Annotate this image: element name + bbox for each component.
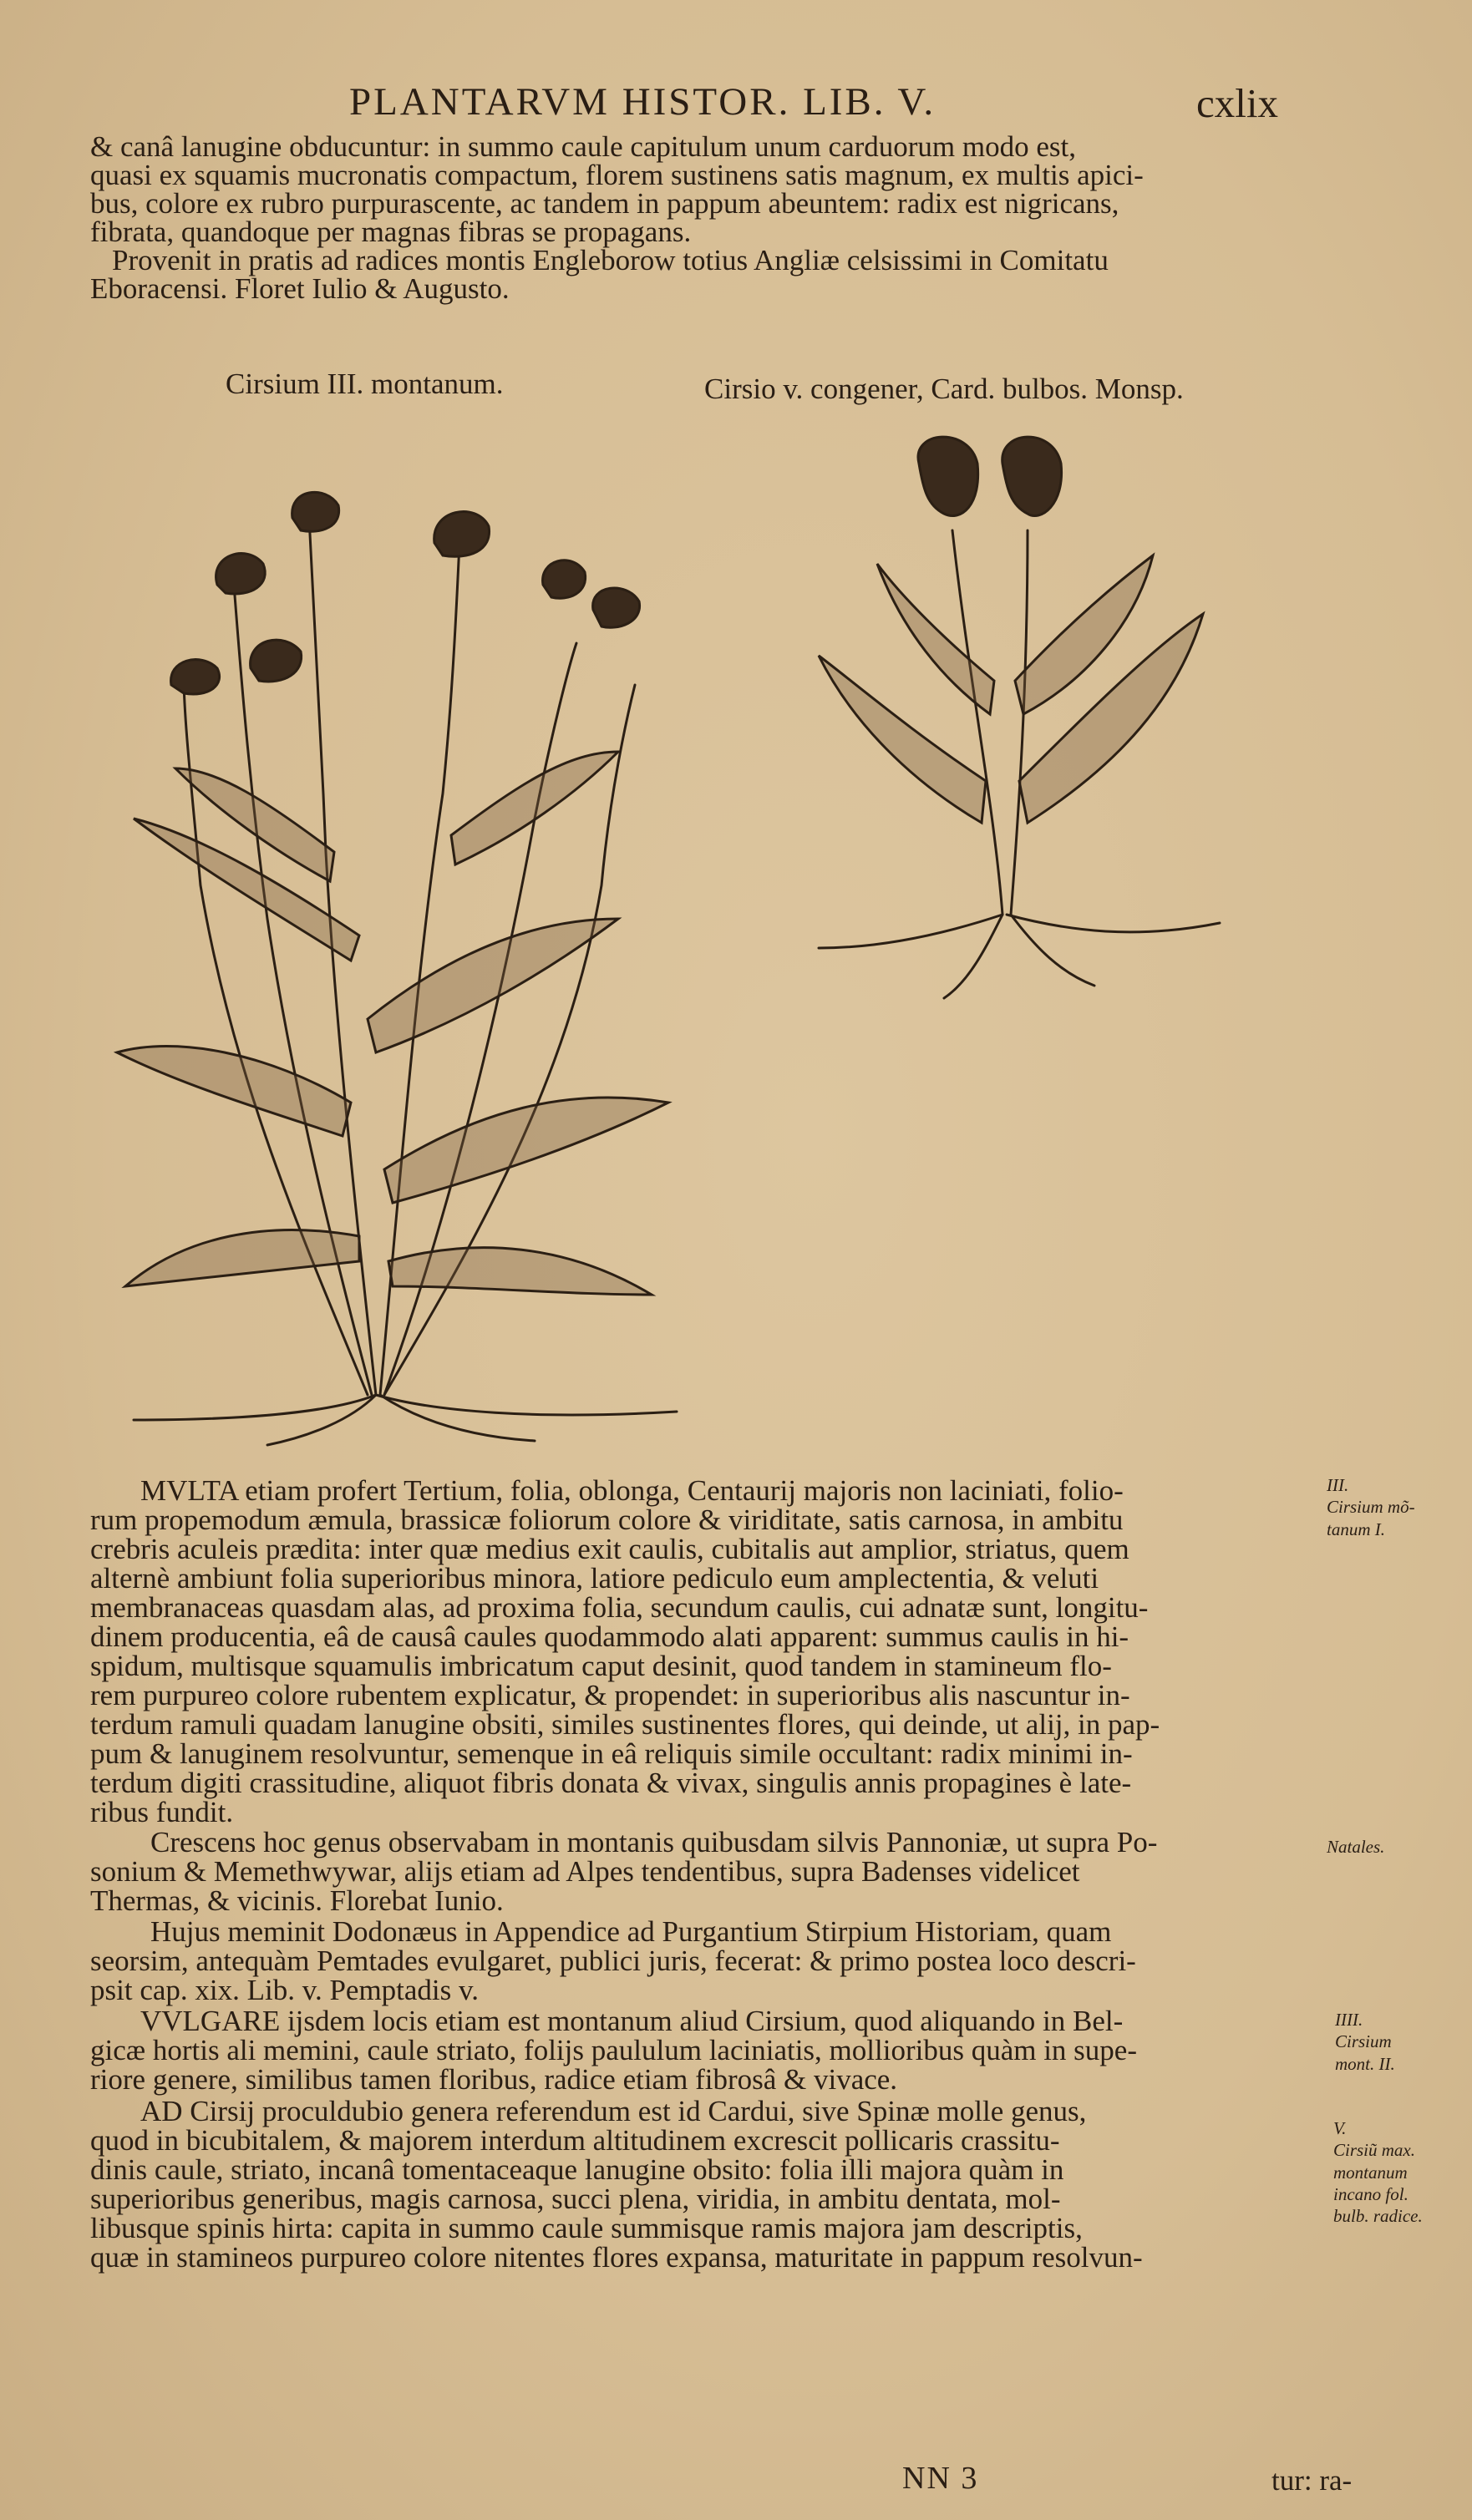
margin-note-cirsium-V	[1333, 2117, 1423, 2227]
text-line: sonium & Memethwywar, alijs etiam ad Alpes tendentibus, supra Badenses videlicet	[90, 1855, 1080, 1888]
margin-note-natales	[1327, 1836, 1384, 1858]
text-line: dinis caule, striato, incanâ tomentaceaque lanugine obsito: folia illi majora quàm in	[90, 2153, 1064, 2186]
text-line: riore genere, similibus tamen floribus, radice etiam fibrosâ & vivace.	[90, 2063, 898, 2096]
figure-caption-right: Cirsio v. congener, Card. bulbos. Monsp.	[704, 373, 1184, 405]
margin-note-line: III.	[1327, 1475, 1349, 1495]
text-line: pum & lanuginem resolvuntur, semenque in eâ reliquis simile occultant: radix minimi in-	[90, 1737, 1133, 1770]
text-line: fibrata, quandoque per magnas fibras se propagans.	[90, 215, 692, 248]
text-line: gicæ hortis ali memini, caule striato, folijs paululum laciniatis, mollioribus quàm in supe-	[90, 2034, 1137, 2066]
margin-note-line: Cirsium	[1335, 2031, 1392, 2052]
text-line: rum propemodum æmula, brassicæ foliorum colore & viriditate, satis carnosa, in ambitu	[90, 1503, 1124, 1536]
margin-note-line: tanum I.	[1327, 1519, 1385, 1539]
text-line: seorsim, antequàm Pemtades evulgaret, publici juris, fecerat: & primo postea loco descri-	[90, 1945, 1136, 1977]
text-line: MVLTA etiam profert Tertium, folia, oblonga, Centaurij majoris non laciniati, folio-	[140, 1474, 1124, 1507]
margin-note-line: Natales.	[1327, 1837, 1385, 1857]
margin-note-line: IIII.	[1335, 2010, 1363, 2030]
text-line: Eboracensi. Floret Iulio & Augusto.	[90, 272, 510, 305]
running-head: PLANTARVM HISTOR. LIB. V.	[349, 80, 936, 124]
text-line: terdum digiti crassitudine, aliquot fibris donata & vivax, singulis annis propagines è late-	[90, 1767, 1132, 1799]
margin-note-cirsium-III	[1327, 1474, 1415, 1540]
margin-note-line: V.	[1333, 2118, 1347, 2138]
text-line: bus, colore ex rubro purpurascente, ac tandem in pappum abeuntem: radix est nigricans,	[90, 187, 1119, 220]
margin-note-line: incano fol.	[1333, 2183, 1409, 2204]
margin-note-line: Cirsiũ max.	[1333, 2140, 1416, 2161]
text-line: Hujus meminit Dodonæus in Appendice ad Purgantium Stirpium Historiam, quam	[150, 1915, 1112, 1948]
text-line: dinem producentia, eâ de causâ caules quodammodo alati apparent: summus caulis in hi-	[90, 1620, 1129, 1653]
text-line: spidum, multisque squamulis imbricatum caput desinit, quod tandem in stamineum flo-	[90, 1650, 1112, 1682]
text-line: Crescens hoc genus observabam in montanis quibusdam silvis Pannoniæ, ut supra Po-	[150, 1826, 1158, 1858]
figure-caption-left: Cirsium III. montanum.	[226, 368, 504, 400]
margin-note-line: bulb. radice.	[1333, 2206, 1423, 2226]
margin-note-line: mont. II.	[1335, 2053, 1395, 2074]
text-line: quæ in stamineos purpureo colore nitentes flores expansa, maturitate in pappum resolvun-	[90, 2241, 1143, 2274]
text-line: ribus fundit.	[90, 1796, 234, 1828]
text-line: quasi ex squamis mucronatis compactum, florem sustinens satis magnum, ex multis apici-	[90, 159, 1144, 191]
text-line: rem purpureo colore rubentem explicatur, & propendet: in superioribus alis nascuntur in-	[90, 1679, 1130, 1711]
text-line: crebris aculeis prædita: inter quæ medius exit caulis, cubitalis aut amplior, striatus, quem	[90, 1533, 1129, 1565]
margin-note-cirsium-IIII	[1335, 2009, 1395, 2075]
signature-mark: NN 3	[902, 2461, 979, 2496]
text-line: alternè ambiunt folia superioribus minora, latiore pediculo eum amplectentia, & veluti	[90, 1562, 1099, 1595]
woodcut-illustration-cirsium-montanum	[100, 418, 702, 1462]
margin-note-line: montanum	[1333, 2162, 1408, 2183]
text-line: terdum ramuli quadam lanugine obsiti, similes sustinentes flores, qui deinde, ut alij, in pap-	[90, 1708, 1160, 1741]
text-line: AD Cirsij proculdubio genera referendum est id Cardui, sive Spinæ molle genus,	[140, 2095, 1087, 2127]
catchword: tur: ra-	[1272, 2464, 1353, 2497]
text-line: VVLGARE ijsdem locis etiam est montanum aliud Cirsium, quod aliquando in Bel-	[140, 2005, 1124, 2037]
text-line: psit cap. xix. Lib. v. Pemptadis v.	[90, 1974, 479, 2006]
text-line: superioribus generibus, magis carnosa, succi plena, viridia, in ambitu dentata, mol-	[90, 2183, 1061, 2215]
text-line: libusque spinis hirta: capita in summo caule summisque ramis majora jam descriptis,	[90, 2212, 1083, 2244]
woodcut-illustration-cirsium-bulbosum	[802, 430, 1236, 1015]
text-line: membranaceas quasdam alas, ad proxima folia, secundum caulis, cui adnatæ sunt, longitu-	[90, 1591, 1149, 1624]
margin-note-line: Cirsium mõ-	[1327, 1497, 1415, 1518]
text-line: Provenit in pratis ad radices montis Engleborow totius Angliæ celsissimi in Comitatu	[112, 244, 1109, 276]
page-number: cxlix	[1196, 80, 1278, 126]
text-line: quod in bicubitalem, & majorem interdum altitudinem excrescit pollicaris crassitu-	[90, 2124, 1060, 2157]
text-line: Thermas, & vicinis. Florebat Iunio.	[90, 1884, 504, 1917]
text-line: & canâ lanugine obducuntur: in summo caule capitulum unum carduorum modo est,	[90, 130, 1077, 163]
